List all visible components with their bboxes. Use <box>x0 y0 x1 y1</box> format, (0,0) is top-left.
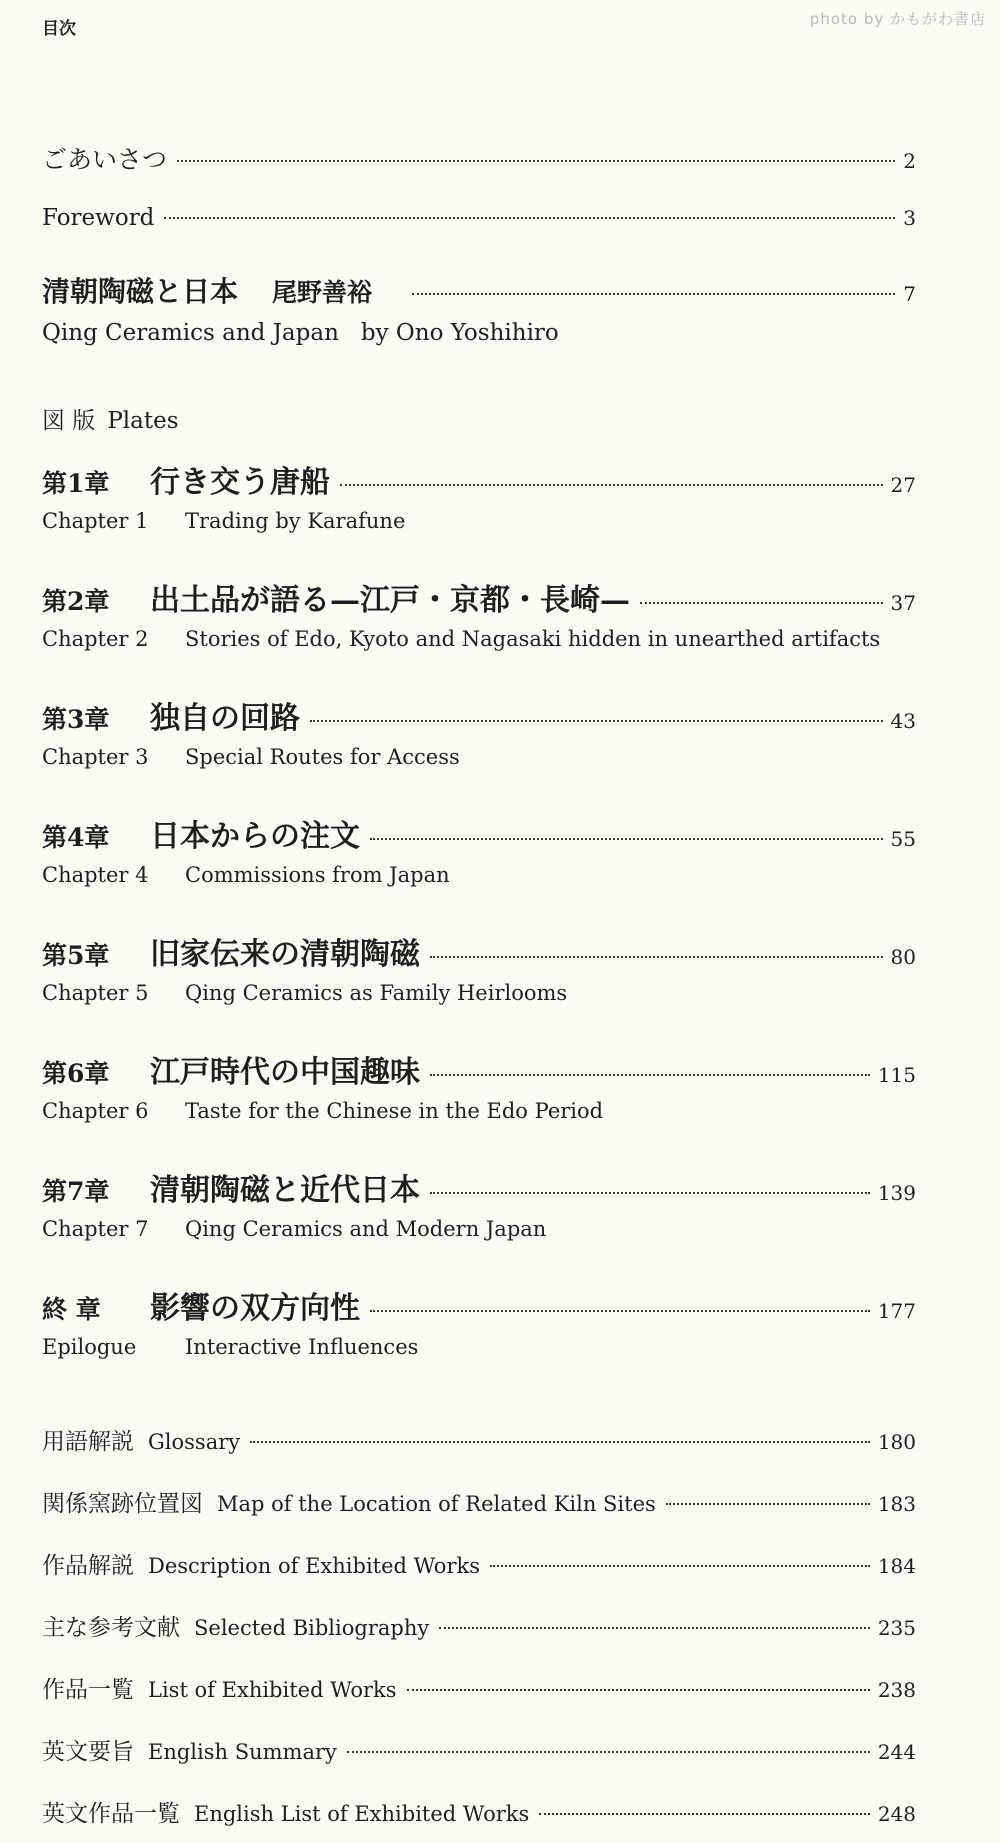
entry-title: ごあいさつ <box>42 145 168 174</box>
toc-entry-greeting[interactable] <box>42 140 916 176</box>
chapter-label-en: Chapter 6 <box>42 1099 149 1123</box>
page-number: 2 <box>903 149 916 173</box>
page-number: 27 <box>890 473 916 497</box>
chapter-number: 第7章 <box>42 1177 110 1206</box>
appendix-title-en: Glossary <box>148 1430 241 1454</box>
toc-entry-chapter[interactable] <box>42 1165 916 1241</box>
page-number: 238 <box>877 1678 916 1702</box>
chapter-title-en: Interactive Influences <box>185 1335 419 1359</box>
chapter-english-line <box>42 863 916 887</box>
essay-title-jp: 清朝陶磁と日本 <box>42 275 239 308</box>
chapter-english-line <box>42 627 916 651</box>
chapter-title-jp: 日本からの注文 <box>150 819 360 854</box>
toc-entry-chapter[interactable] <box>42 811 916 887</box>
toc-entry-chapter[interactable] <box>42 1283 916 1359</box>
chapter-number: 終 章 <box>42 1295 101 1324</box>
chapter-english-line <box>42 745 916 769</box>
chapter-title-en: Qing Ceramics as Family Heirlooms <box>185 981 568 1005</box>
chapter-title-en: Commissions from Japan <box>185 863 450 887</box>
appendix-title-en: Selected Bibliography <box>194 1616 430 1640</box>
toc-entry-appendix[interactable] <box>42 1609 916 1642</box>
toc-entry-foreword[interactable] <box>42 205 916 231</box>
essay-author-jp: 尾野善裕 <box>272 278 373 307</box>
leader-dots <box>490 1565 870 1567</box>
entry-title: Foreword <box>42 205 155 231</box>
appendix-title-en: English List of Exhibited Works <box>194 1802 530 1826</box>
page-number: 55 <box>890 827 916 851</box>
page-number: 3 <box>903 206 916 230</box>
leader-dots <box>370 838 883 840</box>
chapter-title-en: Taste for the Chinese in the Edo Period <box>185 1099 604 1123</box>
appendix-title-jp: 主な参考文献 <box>42 1615 180 1641</box>
plates-heading-en: Plates <box>107 408 179 434</box>
page-number: 43 <box>890 709 916 733</box>
appendix-title-jp: 用語解説 <box>42 1429 134 1455</box>
toc-entry-appendix[interactable] <box>42 1547 916 1580</box>
leader-dots <box>430 1074 870 1076</box>
page-number: 115 <box>877 1063 916 1087</box>
leader-dots <box>370 1310 870 1312</box>
photo-credit-watermark: photo by かもがわ書店 <box>809 10 986 28</box>
chapter-number: 第6章 <box>42 1059 110 1088</box>
appendix-title-jp: 作品解説 <box>42 1553 134 1579</box>
page-number: 244 <box>877 1740 916 1764</box>
page-number: 184 <box>877 1554 916 1578</box>
toc-entry-chapter[interactable] <box>42 1047 916 1123</box>
leader-dots <box>310 720 883 722</box>
appendix-title-en: List of Exhibited Works <box>148 1678 397 1702</box>
chapter-number: 第3章 <box>42 705 110 734</box>
leader-dots <box>340 484 883 486</box>
chapter-number: 第4章 <box>42 823 110 852</box>
toc-entry-chapter[interactable] <box>42 457 916 533</box>
chapter-english-line <box>42 509 916 533</box>
chapter-label-en: Chapter 1 <box>42 509 149 533</box>
chapter-label-en: Chapter 5 <box>42 981 149 1005</box>
appendix-title-en: English Summary <box>148 1740 337 1764</box>
toc-entry-appendix[interactable] <box>42 1733 916 1766</box>
page-number: 80 <box>890 945 916 969</box>
toc-entry-appendix[interactable] <box>42 1485 916 1518</box>
leader-dots <box>430 1192 870 1194</box>
leader-dots <box>640 602 883 604</box>
toc-entry-appendix[interactable] <box>42 1671 916 1704</box>
page-label: 目次 <box>42 19 76 39</box>
chapter-number: 第2章 <box>42 587 110 616</box>
toc-entry-chapter[interactable] <box>42 693 916 769</box>
chapter-title-en: Special Routes for Access <box>185 745 460 769</box>
chapter-number: 第5章 <box>42 941 110 970</box>
chapter-english-line <box>42 1217 916 1241</box>
appendix-title-jp: 関係窯跡位置図 <box>42 1491 203 1517</box>
chapter-english-line <box>42 1099 916 1123</box>
chapter-title-jp: 行き交う唐船 <box>150 465 330 500</box>
page-number: 235 <box>877 1616 916 1640</box>
page-number: 177 <box>877 1299 916 1323</box>
toc-entry-essay[interactable] <box>42 270 916 346</box>
toc-entry-appendix[interactable] <box>42 1423 916 1456</box>
leader-dots <box>347 1751 870 1753</box>
appendix-title-en: Map of the Location of Related Kiln Sites <box>217 1492 656 1516</box>
page-number: 37 <box>890 591 916 615</box>
page-number: 7 <box>903 282 916 306</box>
chapter-title-jp: 旧家伝来の清朝陶磁 <box>150 937 420 972</box>
leader-dots <box>164 217 895 219</box>
toc-entry-chapter[interactable] <box>42 575 916 651</box>
leader-dots <box>177 160 895 162</box>
chapter-title-en: Qing Ceramics and Modern Japan <box>185 1217 547 1241</box>
appendix-title-jp: 英文作品一覧 <box>42 1801 180 1827</box>
chapter-label-en: Chapter 2 <box>42 627 149 651</box>
plates-heading-jp: 図 版 <box>42 408 96 434</box>
leader-dots <box>430 956 883 958</box>
leader-dots <box>439 1627 870 1629</box>
leader-dots <box>412 293 895 295</box>
essay-title-en: Qing Ceramics and Japan <box>42 320 339 346</box>
page-number: 248 <box>877 1802 916 1826</box>
page-number: 180 <box>877 1430 916 1454</box>
appendix-title-jp: 作品一覧 <box>42 1677 134 1703</box>
chapter-label-en: Epilogue <box>42 1335 137 1359</box>
chapter-english-line <box>42 1335 916 1359</box>
essay-author-en: by Ono Yoshihiro <box>360 320 559 346</box>
chapter-label-en: Chapter 7 <box>42 1217 149 1241</box>
chapter-title-jp: 影響の双方向性 <box>150 1291 360 1326</box>
chapter-title-jp: 清朝陶磁と近代日本 <box>150 1173 420 1208</box>
chapter-title-en: Stories of Edo, Kyoto and Nagasaki hidden in unearthed artifacts <box>185 627 881 651</box>
plates-heading <box>42 402 179 435</box>
page-number: 139 <box>877 1181 916 1205</box>
chapter-label-en: Chapter 4 <box>42 863 149 887</box>
chapter-number: 第1章 <box>42 469 110 498</box>
chapter-title-jp: 独自の回路 <box>150 701 300 736</box>
leader-dots <box>250 1441 870 1443</box>
chapter-english-line <box>42 981 916 1005</box>
toc-entry-chapter[interactable] <box>42 929 916 1005</box>
chapter-title-en: Trading by Karafune <box>185 509 406 533</box>
chapter-title-jp: 江戸時代の中国趣味 <box>150 1055 420 1090</box>
leader-dots <box>666 1503 870 1505</box>
chapter-label-en: Chapter 3 <box>42 745 149 769</box>
toc-entry-appendix[interactable] <box>42 1795 916 1828</box>
appendix-title-en: Description of Exhibited Works <box>148 1554 480 1578</box>
chapter-title-jp: 出土品が語る—江戸・京都・長崎— <box>150 583 630 618</box>
leader-dots <box>407 1689 870 1691</box>
appendix-title-jp: 英文要旨 <box>42 1739 134 1765</box>
leader-dots <box>539 1813 870 1815</box>
essay-english-line <box>42 320 916 346</box>
page-number: 183 <box>877 1492 916 1516</box>
